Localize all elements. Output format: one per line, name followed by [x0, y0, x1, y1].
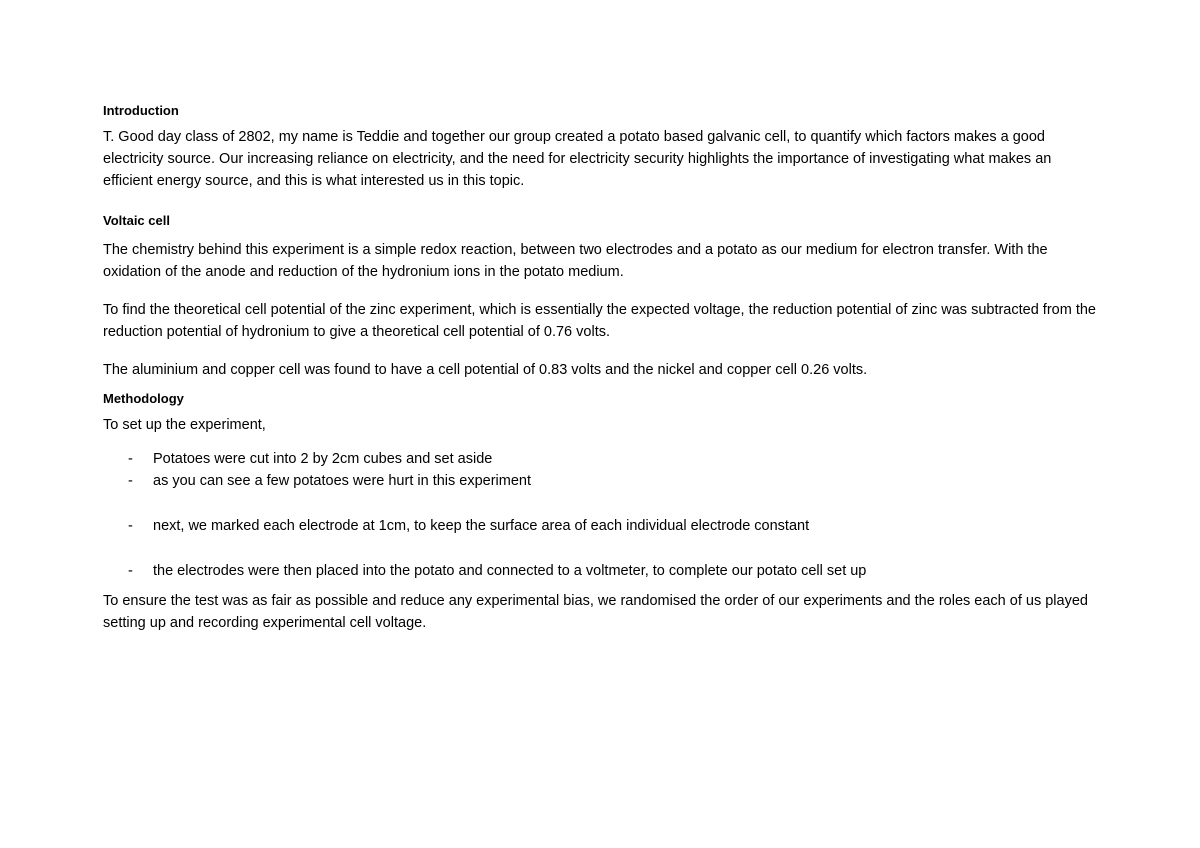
list-bullet: -: [128, 563, 133, 579]
fairness-paragraph: To ensure the test was as fair as possible and reduce any experimental bias, we randomised the order of our experiments and the roles each of us played setting up and recording experimental cell voltage.: [103, 593, 1088, 631]
list-bullet: -: [128, 518, 133, 534]
step-text: the electrodes were then placed into the potato and connected to a voltmeter, to complete our potato cell set up: [153, 563, 867, 579]
theoretical-potential-paragraph: To find the theoretical cell potential of the zinc experiment, which is essentially the expected voltage, the reduction potential of zinc was subtracted from the reduction potential of hydronium to give a theoretical cell potential of 0.76 volts.: [103, 302, 1096, 340]
methodology-steps-list: [103, 448, 1103, 582]
voltaic-cell-heading: Voltaic cell: [103, 213, 170, 228]
list-bullet: -: [128, 473, 133, 489]
methodology-heading: Methodology: [103, 391, 184, 406]
list-item: [103, 560, 1103, 582]
step-text: as you can see a few potatoes were hurt in this experiment: [153, 473, 532, 489]
methodology-intro: To set up the experiment,: [103, 417, 266, 433]
list-bullet: -: [128, 451, 133, 467]
introduction-paragraph: T. Good day class of 2802, my name is Teddie and together our group created a potato based galvanic cell, to quantify which factors makes a good electricity source. Our increasing reliance on electricity, and the need for electricity security highlights the importance of investigating what makes an efficient energy source, and this is what interested us in this topic.: [103, 129, 1052, 189]
list-item: [103, 515, 1103, 537]
step-text: next, we marked each electrode at 1cm, to keep the surface area of each individual electrode constant: [153, 518, 810, 534]
document-body: [103, 100, 1103, 634]
list-item: [103, 448, 1103, 470]
step-text: Potatoes were cut into 2 by 2cm cubes and set aside: [153, 451, 493, 467]
cell-potentials-paragraph: The aluminium and copper cell was found to have a cell potential of 0.83 volts and the nickel and copper cell 0.26 volts.: [103, 362, 868, 378]
list-item: [103, 470, 1103, 492]
redox-chemistry-paragraph: The chemistry behind this experiment is a simple redox reaction, between two electrodes and a potato as our medium for electron transfer. With the oxidation of the anode and reduction of the hydronium ions in the potato medium.: [103, 242, 1048, 280]
introduction-heading: Introduction: [103, 103, 179, 118]
